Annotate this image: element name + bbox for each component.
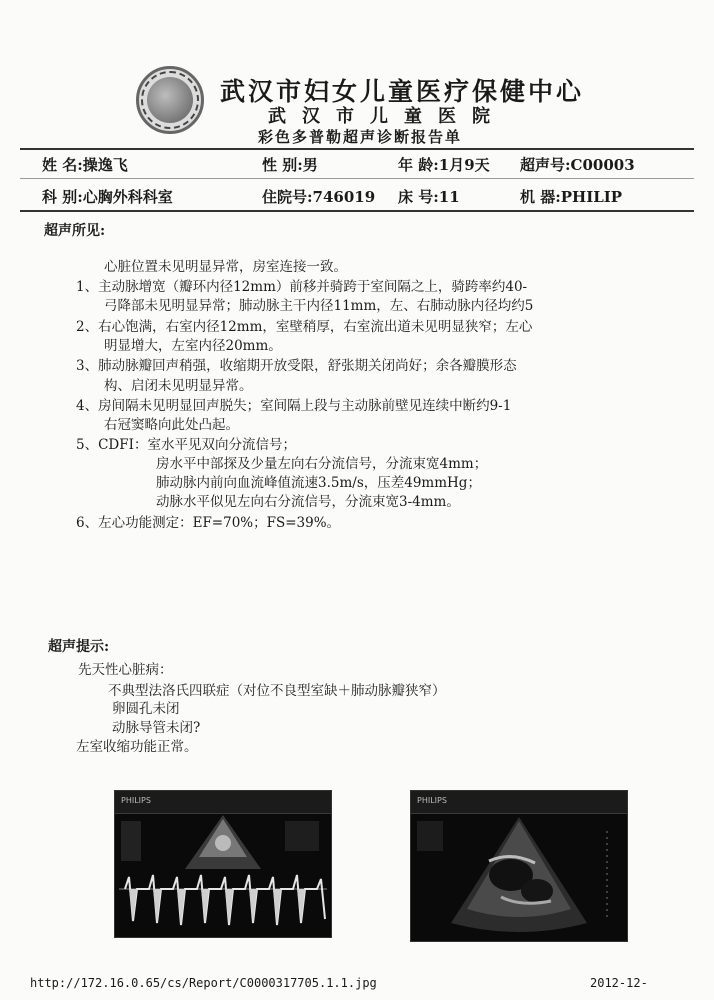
header-divider — [20, 148, 694, 150]
ultrasound-image-doppler — [114, 790, 332, 938]
patient-sex-field — [262, 154, 318, 175]
hospital-subtitle: 武汉市儿童医院 — [268, 106, 506, 127]
findings-line: 1、主动脉增宽（瓣环内径12mm）前移并骑跨于室间隔之上，骑跨率约40- — [76, 279, 528, 295]
findings-line: 肺动脉内前向血流峰值流速3.5m/s，压差49mmHg； — [156, 475, 481, 491]
admission-number-label: 住院号: — [262, 188, 313, 206]
doppler-scan-graphic — [115, 791, 331, 937]
patient-sex-label: 性 别: — [262, 156, 303, 174]
hospital-logo — [136, 66, 204, 134]
patient-name-field — [42, 154, 128, 175]
impression-heading: 超声提示: — [48, 639, 110, 655]
findings-line: 5、CDFI：室水平见双向分流信号； — [76, 437, 296, 453]
impression-line: 先天性心脏病： — [78, 662, 173, 678]
findings-line: 弓降部未见明显异常；肺动脉主干内径11mm，左、右肺动脉内径均约5 — [104, 298, 534, 314]
department-field — [42, 186, 173, 207]
findings-heading: 超声所见: — [44, 223, 106, 239]
findings-line: 动脉水平似见左向右分流信号，分流束宽3-4mm。 — [156, 494, 460, 510]
machine-value: PHILIP — [560, 188, 623, 206]
bed-number-label: 床 号: — [398, 188, 439, 206]
admission-number-value: 746019 — [312, 188, 376, 206]
findings-line: 4、房间隔未见明显回声脱失；室间隔上段与主动脉前壁见连续中断约9-1 — [76, 398, 512, 414]
ultrasound-brand-right: PHILIPS — [417, 796, 447, 805]
findings-line: 明显增大，左室内径20mm。 — [104, 338, 282, 354]
patient-name-label: 姓 名: — [42, 156, 83, 174]
ultrasound-number-value: C00003 — [570, 156, 635, 174]
bed-number-value: 11 — [438, 188, 460, 206]
impression-line: 动脉导管未闭? — [112, 720, 201, 736]
patient-sex-value: 男 — [302, 156, 318, 174]
report-url: http://172.16.0.65/cs/Report/C0000317705.1.1.jpg — [30, 976, 377, 990]
ultrasound-number-field — [520, 154, 714, 175]
findings-line: 构、启闭未见明显异常。 — [104, 378, 253, 394]
ultrasound-image-2d — [410, 790, 628, 942]
admission-number-field — [262, 186, 375, 207]
patient-name-value: 操逸飞 — [82, 156, 128, 174]
impression-line: 左室收缩功能正常。 — [76, 739, 198, 755]
findings-line: 房水平中部探及少量左向右分流信号，分流束宽4mm； — [156, 456, 488, 472]
print-date: 2012-12- — [590, 976, 648, 990]
department-value: 心胸外科科室 — [82, 188, 173, 206]
ultrasound-brand-left: PHILIPS — [121, 796, 151, 805]
machine-label: 机 器: — [520, 188, 561, 206]
info-bottom-divider — [20, 210, 694, 212]
findings-line: 3、肺动脉瓣回声稍强，收缩期开放受限，舒张期关闭尚好；余各瓣膜形态 — [76, 358, 517, 374]
machine-field — [520, 186, 714, 207]
patient-age-label: 年 龄: — [398, 156, 439, 174]
info-row-divider — [20, 178, 694, 179]
findings-line: 右冠窦略向此处凸起。 — [104, 417, 239, 433]
findings-line: 心脏位置未见明显异常，房室连接一致。 — [104, 259, 347, 275]
ultrasound-number-label: 超声号: — [520, 156, 571, 174]
findings-line: 2、右心饱满，右室内径12mm，室壁稍厚，右室流出道未见明显狭窄；左心 — [76, 319, 533, 335]
impression-line: 卵圆孔未闭 — [112, 701, 180, 717]
patient-age-field — [398, 154, 490, 175]
report-title: 彩色多普勒超声诊断报告单 — [258, 128, 463, 146]
bed-number-field — [398, 186, 460, 207]
echo-scan-graphic — [411, 791, 627, 941]
findings-line: 6、左心功能测定：EF=70%；FS=39%。 — [76, 515, 341, 531]
patient-age-value: 1月9天 — [438, 156, 490, 174]
impression-line: 不典型法洛氏四联症（对位不良型室缺＋肺动脉瓣狭窄） — [108, 683, 446, 699]
department-label: 科 别: — [42, 188, 83, 206]
hospital-name: 武汉市妇女儿童医疗保健中心 — [220, 77, 585, 106]
